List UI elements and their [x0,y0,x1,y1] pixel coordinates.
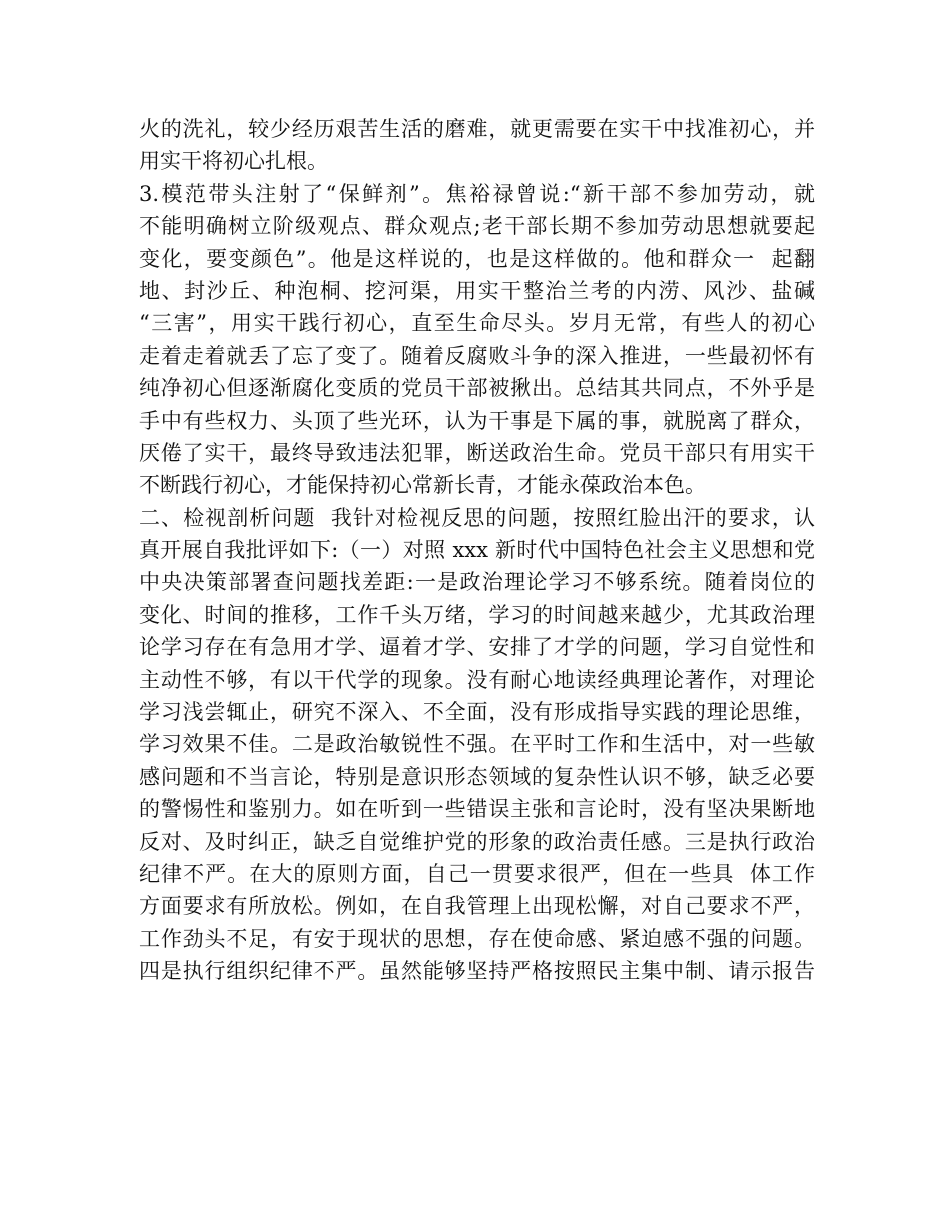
text-line: 厌倦了实干，最终导致违法犯罪，断送政治生命。党员干部只有用实干 [139,440,815,465]
text-line: 变化、时间的推移，工作千头万绪，学习的时间越来越少，尤其政治理 [139,602,815,627]
text-line: 四是执行组织纪律不严。虽然能够坚持严格按照民主集中制、请示报告 [139,959,815,984]
text-line: 地、封沙丘、种泡桐、挖河渠，用实干整治兰考的内涝、风沙、盐碱 [139,278,815,303]
text-line: 方面要求有所放松。例如，在自我管理上出现松懈，对自己要求不严， [139,894,815,919]
text-line: 变化，要变颜色”。他是这样说的，也是这样做的。他和群众一 起翻 [139,246,815,271]
text-line: 不断践行初心，才能保持初心常新长青，才能永葆政治本色。 [139,473,706,498]
text-line: 主动性不够，有以干代学的现象。没有耐心地读经典理论著作，对理论 [139,667,815,692]
text-line: 论学习存在有急用才学、逼着才学、安排了才学的问题，学习自觉性和 [139,635,815,660]
text-line: 反对、及时纠正，缺乏自觉维护党的形象的政治责任感。三是执行政治 [139,829,815,854]
text-line: “三害”，用实干践行初心，直至生命尽头。岁月无常，有些人的初心 [139,311,815,336]
text-line: 3.模范带头注射了“保鲜剂”。焦裕禄曾说:“新干部不参加劳动，就 [139,181,815,206]
text-line: 中央决策部署查问题找差距:一是政治理论学习不够系统。随着岗位的 [139,570,815,595]
text-line: 用实干将初心扎根。 [139,149,328,174]
text-line: 的警惕性和鉴别力。如在听到一些错误主张和言论时，没有坚决果断地 [139,797,815,822]
text-line: 感问题和不当言论，特别是意识形态领域的复杂性认识不够，缺乏必要 [139,764,815,789]
text-line: 纯净初心但逐渐腐化变质的党员干部被揪出。总结其共同点，不外乎是 [139,376,815,401]
body-text [139,113,815,988]
text-line: 不能明确树立阶级观点、群众观点;老干部长期不参加劳动思想就要起 [139,214,815,239]
text-line: 二、检视剖析问题 我针对检视反思的问题，按照红脸出汗的要求，认 [139,505,815,530]
text-line: 工作劲头不足，有安于现状的思想，存在使命感、紧迫感不强的问题。 [139,926,815,951]
text-line: 手中有些权力、头顶了些光环，认为干事是下属的事，就脱离了群众， [139,408,815,433]
text-line: 纪律不严。在大的原则方面，自己一贯要求很严，但在一些具 体工作 [139,861,815,886]
text-line: 学习浅尝辄止，研究不深入、不全面，没有形成指导实践的理论思维， [139,700,815,725]
text-line: 走着走着就丢了忘了变了。随着反腐败斗争的深入推进，一些最初怀有 [139,343,815,368]
text-line: 学习效果不佳。二是政治敏锐性不强。在平时工作和生活中，对一些敏 [139,732,815,757]
text-line: 真开展自我批评如下:（一）对照 xxx 新时代中国特色社会主义思想和党 [139,538,815,563]
text-line: 火的洗礼，较少经历艰苦生活的磨难，就更需要在实干中找准初心，并 [139,117,815,141]
